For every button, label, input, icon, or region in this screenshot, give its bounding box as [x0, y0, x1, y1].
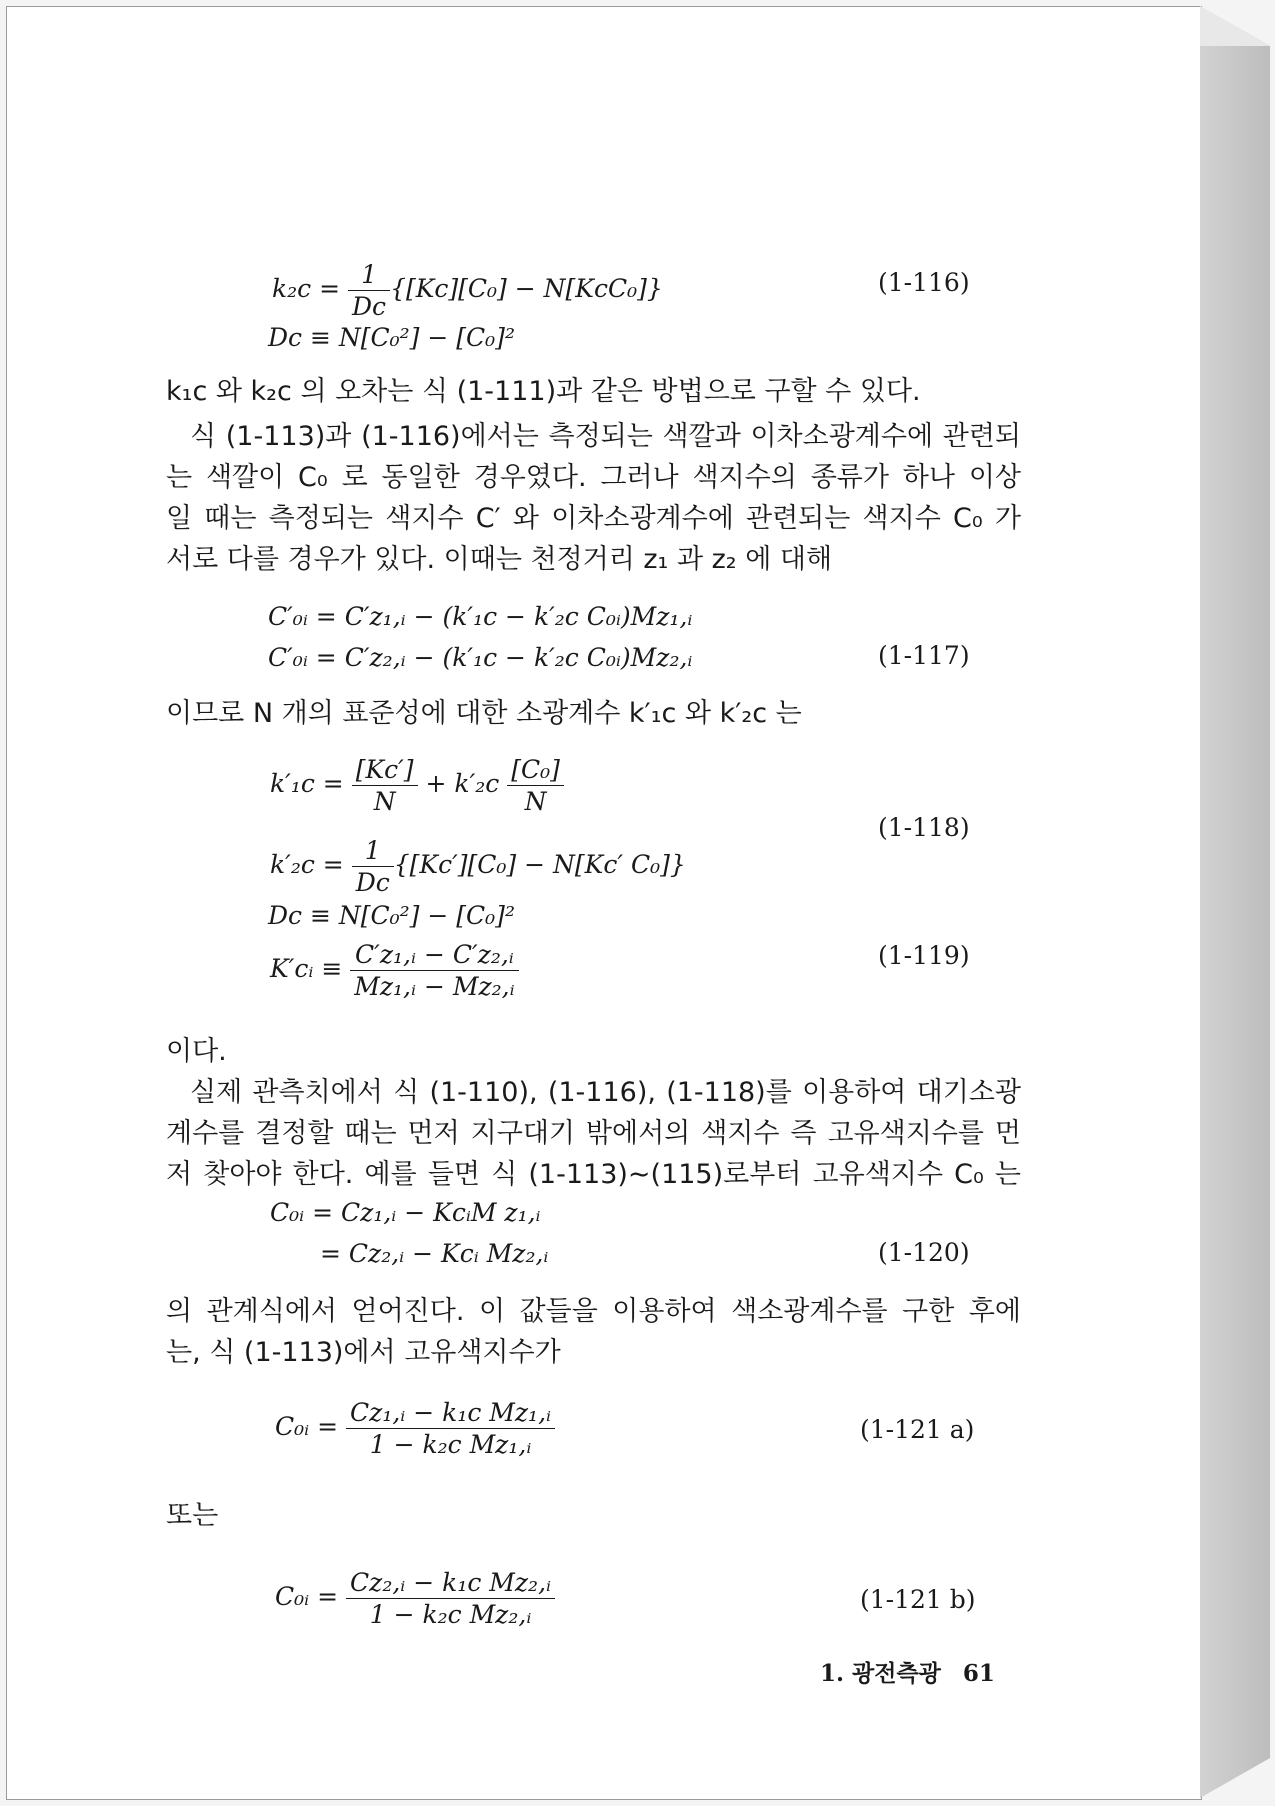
paragraph: k₁c 와 k₂c 의 오차는 식 (1-111)과 같은 방법으로 구할 수 있다.	[166, 376, 921, 407]
paragraph-line: 식 (1-113)과 (1-116)에서는 측정되는 색깔과 이차소광계수에 관련되	[190, 421, 1021, 452]
equation-1-119	[270, 942, 519, 999]
equation-1-118-line1	[270, 757, 564, 814]
book-spine	[1200, 6, 1270, 1798]
fraction-numerator: 1	[348, 262, 390, 291]
fraction-denominator: N	[373, 787, 396, 816]
equation-1-117-line1: C′₀ᵢ = C′z₁,ᵢ − (k′₁c − k′₂c C₀ᵢ)Mz₁,ᵢ	[268, 602, 693, 631]
eq-rhs: {[Kc′][C₀] − N[Kc′ C₀]}	[393, 850, 686, 879]
fraction	[352, 757, 418, 814]
equation-dc-definition: Dc ≡ N[C₀²] − [C₀]²	[268, 901, 515, 930]
equation-1-117-line2: C′₀ᵢ = C′z₂,ᵢ − (k′₁c − k′₂c C₀ᵢ)Mz₂,ᵢ	[268, 643, 693, 672]
eq-rhs: {[Kc][C₀] − N[KcC₀]}	[390, 274, 663, 303]
fraction-numerator: C′z₁,ᵢ − C′z₂,ᵢ	[350, 942, 518, 971]
fraction-denominator: Dc	[355, 868, 390, 897]
paragraph-line: 일 때는 측정되는 색지수 C′ 와 이차소광계수에 관련되는 색지수 C₀ 가	[166, 503, 1021, 534]
running-footer	[820, 1655, 995, 1688]
fraction	[352, 838, 394, 895]
equation-1-121b	[275, 1570, 555, 1627]
paragraph-line: 는, 식 (1-113)에서 고유색지수가	[166, 1337, 561, 1368]
equation-number: (1-121 b)	[860, 1585, 976, 1614]
fraction	[348, 262, 390, 319]
fraction-denominator: Dc	[352, 292, 387, 321]
fraction-denominator: 1 − k₂c Mz₁,ᵢ	[369, 1430, 532, 1459]
eq-lhs: k₂c =	[272, 274, 349, 303]
equation-number: (1-120)	[878, 1238, 970, 1267]
fraction-denominator: N	[524, 787, 547, 816]
paragraph: 이므로 N 개의 표준성에 대한 소광계수 k′₁c 와 k′₂c 는	[166, 698, 802, 729]
fraction	[346, 1570, 555, 1627]
fraction-numerator: [C₀]	[507, 757, 564, 786]
paragraph-line: 의 관계식에서 얻어진다. 이 값들을 이용하여 색소광계수를 구한 후에	[166, 1296, 1021, 1327]
equation-number: (1-117)	[878, 641, 970, 670]
fraction	[507, 757, 564, 814]
equation-dc-definition: Dc ≡ N[C₀²] − [C₀]²	[268, 323, 515, 352]
page-number: 61	[962, 1660, 995, 1687]
fraction-numerator: Cz₂,ᵢ − k₁c Mz₂,ᵢ	[346, 1570, 555, 1599]
equation-1-116	[272, 262, 663, 319]
equation-number: (1-118)	[878, 813, 970, 842]
equation-number: (1-119)	[878, 941, 970, 970]
eq-lhs: C₀ᵢ =	[275, 1582, 347, 1611]
paragraph-line: 는 색깔이 C₀ 로 동일한 경우였다. 그러나 색지수의 종류가 하나 이상	[166, 462, 1021, 493]
fraction	[350, 942, 518, 999]
equation-1-120-line2: = Cz₂,ᵢ − Kcᵢ Mz₂,ᵢ	[320, 1239, 549, 1268]
eq-lhs: k′₂c =	[270, 850, 352, 879]
eq-plus-term: + k′₂c	[417, 769, 508, 798]
book-spine-top	[1200, 6, 1270, 46]
paragraph-line: 실제 관측치에서 식 (1-110), (1-116), (1-118)를 이용하여 대기소광	[190, 1077, 1021, 1108]
equation-number: (1-116)	[878, 268, 970, 297]
equation-1-120-line1: C₀ᵢ = Cz₁,ᵢ − KcᵢM z₁,ᵢ	[270, 1198, 541, 1227]
equation-1-121a	[275, 1400, 555, 1457]
paragraph-line: 서로 다를 경우가 있다. 이때는 천정거리 z₁ 과 z₂ 에 대해	[166, 544, 833, 575]
paragraph: 이다.	[166, 1036, 227, 1067]
fraction	[346, 1400, 555, 1457]
fraction-numerator: 1	[352, 838, 394, 867]
fraction-numerator: Cz₁,ᵢ − k₁c Mz₁,ᵢ	[346, 1400, 555, 1429]
fraction-denominator: Mz₁,ᵢ − Mz₂,ᵢ	[354, 972, 515, 1001]
equation-number: (1-121 a)	[860, 1415, 975, 1444]
fraction-numerator: [Kc′]	[352, 757, 418, 786]
equation-1-118-line2	[270, 838, 686, 895]
paragraph: 또는	[166, 1500, 219, 1531]
paragraph-line: 계수를 결정할 때는 먼저 지구대기 밖에서의 색지수 즉 고유색지수를 먼	[166, 1118, 1021, 1149]
fraction-denominator: 1 − k₂c Mz₂,ᵢ	[369, 1600, 532, 1629]
eq-lhs: K′cᵢ ≡	[270, 954, 351, 983]
paragraph-line: 저 찾아야 한다. 예를 들면 식 (1-113)∼(115)로부터 고유색지수 C₀ 는	[166, 1159, 1021, 1190]
eq-lhs: k′₁c =	[270, 769, 352, 798]
section-title: 1. 광전측광	[820, 1660, 941, 1687]
eq-lhs: C₀ᵢ =	[275, 1412, 347, 1441]
